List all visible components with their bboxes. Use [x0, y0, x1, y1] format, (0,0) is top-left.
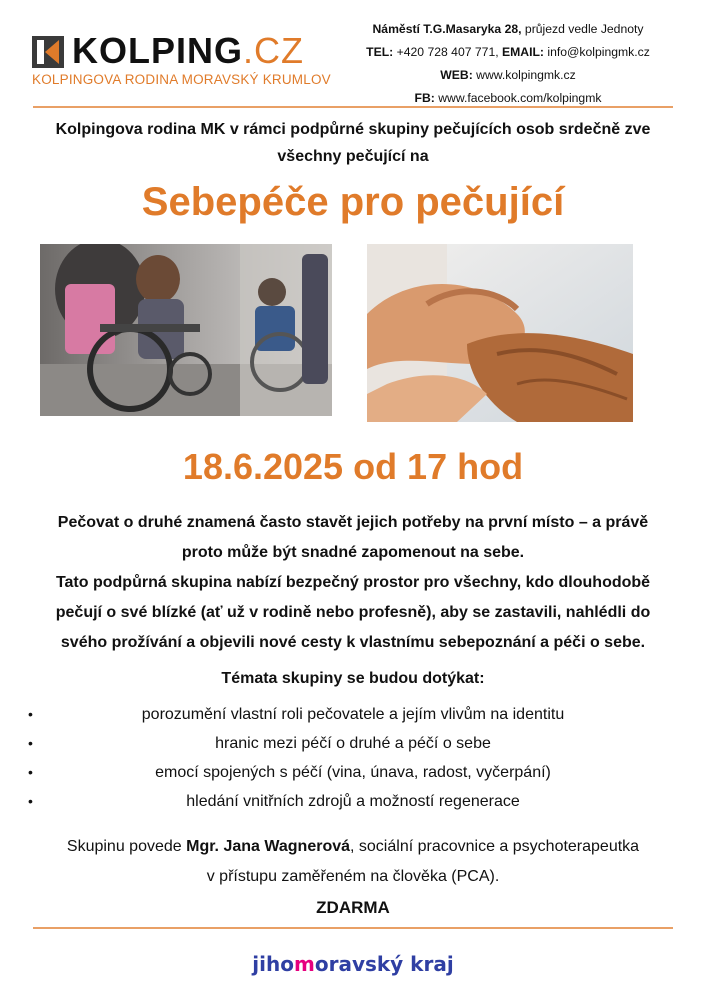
bullet-icon: •	[28, 706, 33, 722]
leader-line-1: Skupinu povede Mgr. Jana Wagnerová, sociální pracovnice a psychoterapeutka	[66, 838, 640, 855]
bullet-icon: •	[28, 793, 33, 809]
description-line: pečují o své blízké (ať už v rodině nebo profesně), aby se zastavili, nahlédli do	[55, 604, 651, 621]
contact-block	[338, 18, 678, 110]
description-line: Pečovat o druhé znamená často stavět jejich potřeby na první místo – a právě	[57, 514, 649, 531]
free-admission: ZDARMA	[316, 898, 390, 917]
address-line: Náměstí T.G.Masaryka 28, průjezd vedle Jednoty	[372, 22, 644, 36]
description-text	[14, 508, 692, 658]
list-item: • hledání vnitřních zdrojů a možností regenerace	[28, 787, 678, 816]
web-line: WEB: www.kolpingmk.cz	[440, 68, 576, 82]
invitation-text	[20, 116, 686, 170]
logo-word-main: KOLPING	[72, 30, 244, 71]
invitation-line-1: Kolpingova rodina MK v rámci podpůrné skupiny pečujících osob srdečně zve	[55, 121, 651, 138]
invitation-line-2: všechny pečující na	[277, 148, 429, 165]
topics-heading: Témata skupiny se budou dotýkat:	[221, 670, 485, 687]
description-line: Tato podpůrná skupina nabízí bezpečný prostor pro všechny, kdo dlouhodobě	[55, 574, 651, 591]
jihomoravsky-kraj-logo: jihomoravský kraj	[252, 952, 454, 976]
email-link[interactable]: info@kolpingmk.cz	[543, 45, 650, 59]
logo-subtitle: KOLPINGOVA RODINA MORAVSKÝ KRUMLOV	[32, 72, 331, 87]
list-item: • emocí spojených s péčí (vina, únava, radost, vyčerpání)	[28, 758, 678, 787]
web-link[interactable]: www.kolpingmk.cz	[472, 68, 576, 82]
bullet-icon: •	[28, 764, 33, 780]
footer-divider	[33, 927, 673, 929]
list-item: • hranic mezi péčí o druhé a péčí o sebe	[28, 729, 678, 758]
list-item: • porozumění vlastní roli pečovatele a jejím vlivům na identitu	[28, 700, 678, 729]
event-date: 18.6.2025 od 17 hod	[182, 446, 524, 487]
facebook-link[interactable]: www.facebook.com/kolpingmk	[434, 91, 602, 105]
leader-line-2: v přístupu zaměřeném na člověka (PCA).	[206, 868, 500, 885]
tel-email-line: TEL: +420 728 407 771, EMAIL: info@kolpingmk.cz	[366, 45, 650, 59]
description-line: proto může být snadné zapomenout na sebe.	[181, 544, 525, 561]
kolping-logo	[30, 30, 340, 94]
topics-list	[28, 700, 678, 816]
facebook-line: FB: www.facebook.com/kolpingmk	[414, 91, 602, 105]
event-title: Sebepéče pro pečující	[141, 180, 565, 224]
group-leader-text	[14, 832, 692, 892]
wheelchair-photo	[40, 244, 332, 416]
description-line: svého prožívání a objevili nové cesty k vlastnímu sebepoznání a péči o sebe.	[60, 634, 646, 651]
logo-wordmark	[72, 30, 304, 72]
logo-word-tld: .CZ	[243, 30, 305, 71]
leader-name: Mgr. Jana Wagnerová	[186, 838, 351, 855]
kolping-k-icon	[32, 36, 64, 68]
holding-hands-photo	[367, 244, 633, 422]
header-divider	[33, 106, 673, 108]
bullet-icon: •	[28, 735, 33, 751]
